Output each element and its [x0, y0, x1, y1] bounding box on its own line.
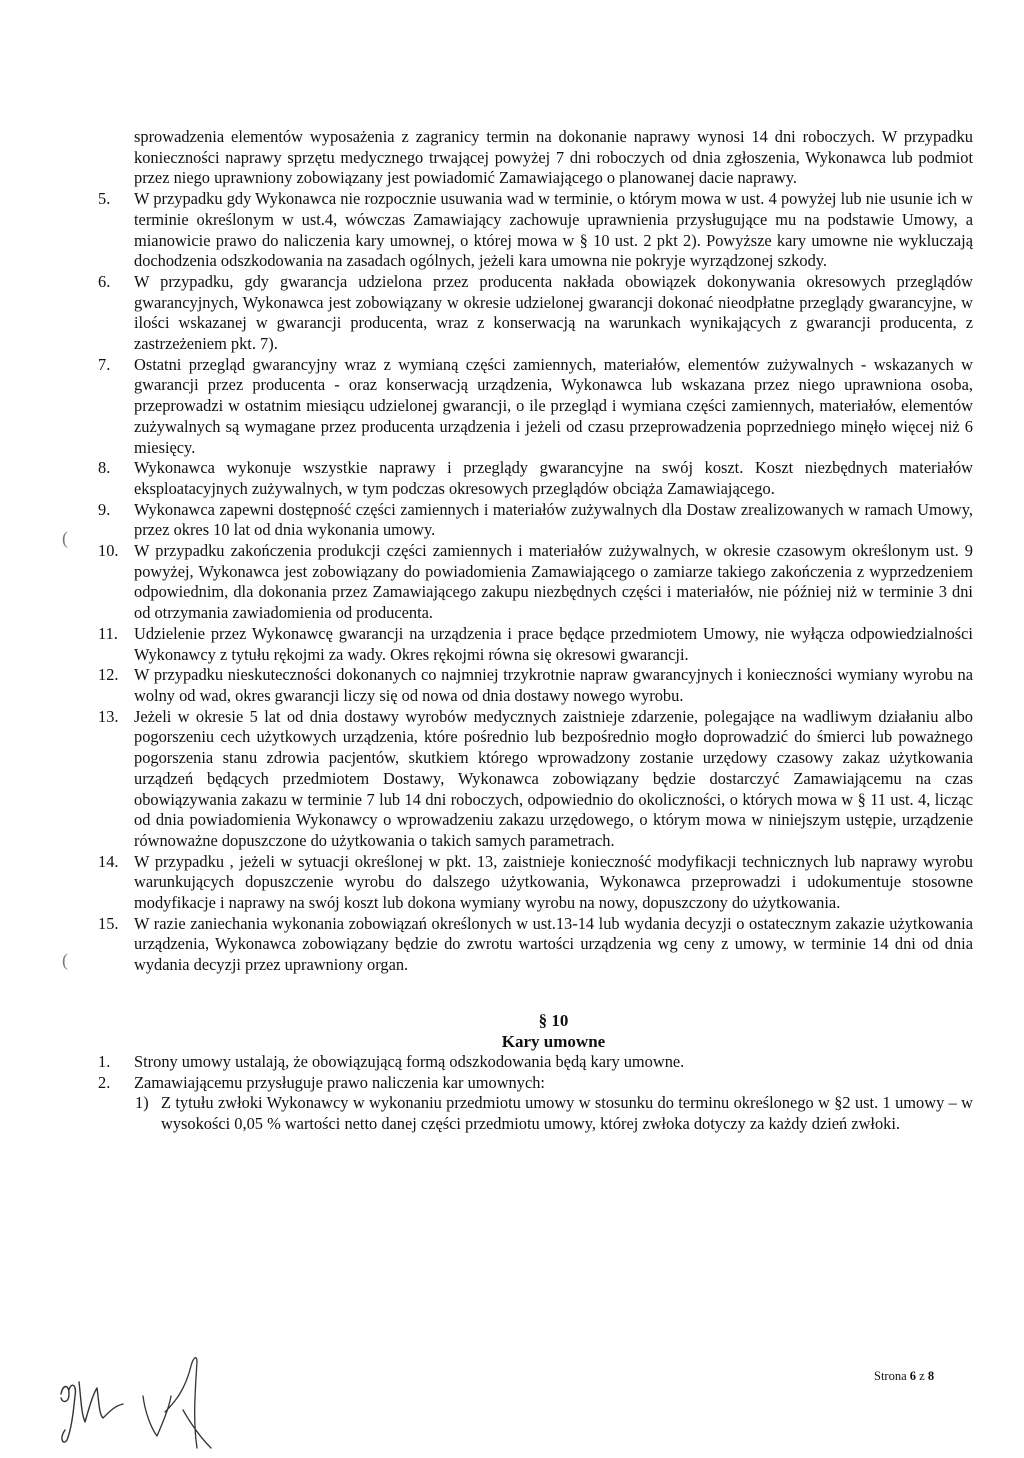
clause-text: W przypadku nieskuteczności dokonanych co najmniej trzykrotnie napraw gwarancyjnych i konieczności wymiany wyrobu na wolny od wad, okres gwarancji liczy się od nowa od dnia dostawy nowego wyrobu.	[134, 665, 973, 705]
penalty-item	[98, 1072, 973, 1135]
clause-text: W przypadku gdy Wykonawca nie rozpocznie usuwania wad w terminie, o którym mowa w ust. 4 powyżej lub nie usunie ich w terminie określonym w ust.4, wówczas Zamawiający zachowuje uprawnienia przysługujące mu na podstawie Umowy, a mianowicie prawo do naliczenia kary umownej, o której mowa w § 10 ust. 2 pkt 2). Powyższe kary umowne nie wykluczają dochodzenia odszkodowania na zasadach ogólnych, jeżeli kara umowna nie pokryje wyrządzonej szkody.	[134, 189, 973, 271]
clause-text: Wykonawca zapewni dostępność części zamiennych i materiałów zużywalnych dla Dostaw zrealizowanych w ramach Umowy, przez okres 10 lat od dnia wykonania umowy.	[134, 499, 973, 540]
clause-number: 15.	[98, 913, 119, 933]
clause-text: W przypadku zakończenia produkcji części zamiennych i materiałów zużywalnych, w okresie czasowym określonym ust. 9 powyżej, Wykonawca jest zobowiązany do powiadomienia Zamawiającego o zamiarze takiego zakończenia z wyprzedzeniem odpowiednim, dla dokonania przez Zamawiającego zakupu niezbędnych części i materiałów, nie później niż w terminie 3 dni od otrzymania zawiadomienia od producenta.	[134, 541, 973, 623]
clause-number: 14.	[98, 851, 119, 871]
page-number: Strona 6 z 8	[874, 1369, 935, 1383]
clause-item	[98, 623, 973, 665]
penalty-item	[98, 1051, 973, 1073]
clause-text: Wykonawca wykonuje wszystkie naprawy i przeglądy gwarancyjne na swój koszt. Koszt niezbędnych materiałów eksploatacyjnych zużywalnych, w tym podczas okresowych przeglądów obciąża Zamawiającego.	[134, 458, 973, 498]
clause-item	[98, 271, 973, 355]
clause-text: W razie zaniechania wykonania zobowiązań określonych w ust.13-14 lub wydania decyzji o ostatecznym zakazie użytkowania urządzenia, Wykonawca zobowiązany będzie do zwrotu wartości urządzenia wg ceny z umowy, w terminie 14 dni od dnia wydania decyzji przez uprawniony organ.	[134, 913, 973, 975]
clause-text: W przypadku , jeżeli w sytuacji określonej w pkt. 13, zaistnieje konieczność modyfikacji technicznych lub naprawy wyrobu warunkujących dopuszczenie wyrobu do dalszego użytkowania, Wykonawca przeprowadzi i udokumentuje stosowne modyfikacje i naprawy na swój koszt lub dokona wymiany wyrobu na nowy, dopuszczony do użytkowania.	[134, 851, 973, 913]
clause-text: Ostatni przegląd gwarancyjny wraz z wymianą części zamiennych, materiałów, elementów zużywalnych - wskazanych w gwarancji przez producenta - oraz konserwacją urządzenia, Wykonawca lub wskazana przez niego uprawniona osoba, przeprowadzi w ostatnim miesiącu udzielonej gwarancji, o ile przegląd i wymiana części zamiennych, materiałów, elementów zużywalnych są wymagane przez producenta urządzenia i jeżeli od czasu przeprowadzenia poprzedniego minęło więcej niż 6 miesięcy.	[134, 354, 973, 457]
penalty-subtext: Z tytułu zwłoki Wykonawcy w wykonaniu przedmiotu umowy w stosunku do terminu określonego w §2 ust. 1 umowy – w wysokości 0,05 % wartości netto danej części przedmiotu umowy, której zwłoka dotyczy za każdy dzień zwłoki.	[161, 1093, 973, 1133]
intro-paragraph: sprowadzenia elementów wyposażenia z zagranicy termin na dokonanie naprawy wynosi 14 dni roboczych. W przypadku konieczności naprawy sprzętu medycznego trwającej powyżej 7 dni roboczych od dnia zgłoszenia, Wykonawca lub podmiot przez niego uprawniony zobowiązany jest powiadomić Zamawiającego o planowanej dacie naprawy.	[134, 127, 973, 188]
clause-number: 12.	[98, 665, 119, 685]
section-heading	[134, 1010, 973, 1052]
clause-item	[98, 851, 973, 914]
clause-item	[98, 665, 973, 706]
handwritten-signature	[135, 1352, 215, 1452]
clause-number: 8.	[98, 458, 111, 478]
clause-list	[98, 189, 973, 976]
penalty-text: Strony umowy ustalają, że obowiązującą formą odszkodowania będą kary umowne.	[134, 1051, 685, 1071]
document-body	[98, 127, 973, 1135]
handwritten-initials-signature	[55, 1368, 130, 1448]
penalty-number: 2.	[98, 1072, 111, 1092]
clause-item	[98, 913, 973, 976]
clause-item	[98, 499, 973, 541]
clause-item	[98, 354, 973, 459]
margin-mark: (	[62, 528, 68, 548]
clause-item	[98, 541, 973, 624]
clause-number: 9.	[98, 499, 111, 519]
margin-mark: (	[62, 950, 68, 970]
clause-number: 10.	[98, 541, 119, 561]
clause-text: Udzielenie przez Wykonawcę gwarancji na urządzenia i prace będące przedmiotem Umowy, nie wyłącza odpowiedzialności Wykonawcy z tytułu rękojmi za wady. Okres rękojmi równa się okresowi gwarancji.	[134, 623, 973, 664]
penalty-list	[98, 1051, 973, 1135]
penalty-number: 1.	[98, 1051, 111, 1071]
clause-number: 7.	[98, 354, 111, 374]
clause-item	[98, 706, 973, 852]
clause-item	[98, 189, 973, 272]
penalty-text: Zamawiającemu przysługuje prawo naliczenia kar umownych:	[134, 1072, 545, 1092]
penalty-sublist	[134, 1093, 973, 1134]
clause-number: 6.	[98, 271, 111, 291]
penalty-subnumber: 1)	[135, 1093, 149, 1113]
clause-item	[98, 458, 973, 499]
clause-text: W przypadku, gdy gwarancja udzielona przez producenta nakłada obowiązek dokonywania okresowych przeglądów gwarancyjnych, Wykonawca jest zobowiązany w okresie udzielonej gwarancji dokonać nieodpłatne przeglądy gwarancyjne, w ilości wskazanej w gwarancji producenta, wraz z konserwacją na warunkach wynikających z gwarancji producenta, z zastrzeżeniem pkt. 7).	[134, 271, 973, 354]
penalty-subitem	[135, 1093, 973, 1134]
clause-text: Jeżeli w okresie 5 lat od dnia dostawy wyrobów medycznych zaistnieje zdarzenie, polegające na wadliwym działaniu albo pogorszeniu cech użytkowych urządzenia, które pośrednio lub bezpośrednio mogło doprowadzić do śmierci lub poważnego pogorszenia stanu zdrowia pacjentów, skutkiem którego wprowadzony zostanie urzędowy czasowy zakaz użytkowania urządzeń będących przedmiotem Dostawy, Wykonawca zobowiązany będzie dostarczyć Zamawiającemu na czas obowiązywania zakazu w terminie 7 lub 14 dni roboczych, odpowiednio do okoliczności, o których mowa w § 11 ust. 4, licząc od dnia powiadomienia Wykonawcy o wprowadzeniu zakazu urzędowego, o którym mowa w niniejszym ustępie, urządzenie równoważne dopuszczone do użytkowania o takich samych parametrach.	[134, 706, 973, 850]
clause-number: 5.	[98, 189, 111, 209]
clause-number: 11.	[98, 623, 118, 643]
clause-number: 13.	[98, 706, 119, 726]
section-title: Kary umowne	[501, 1031, 606, 1051]
section-number: § 10	[538, 1010, 569, 1030]
